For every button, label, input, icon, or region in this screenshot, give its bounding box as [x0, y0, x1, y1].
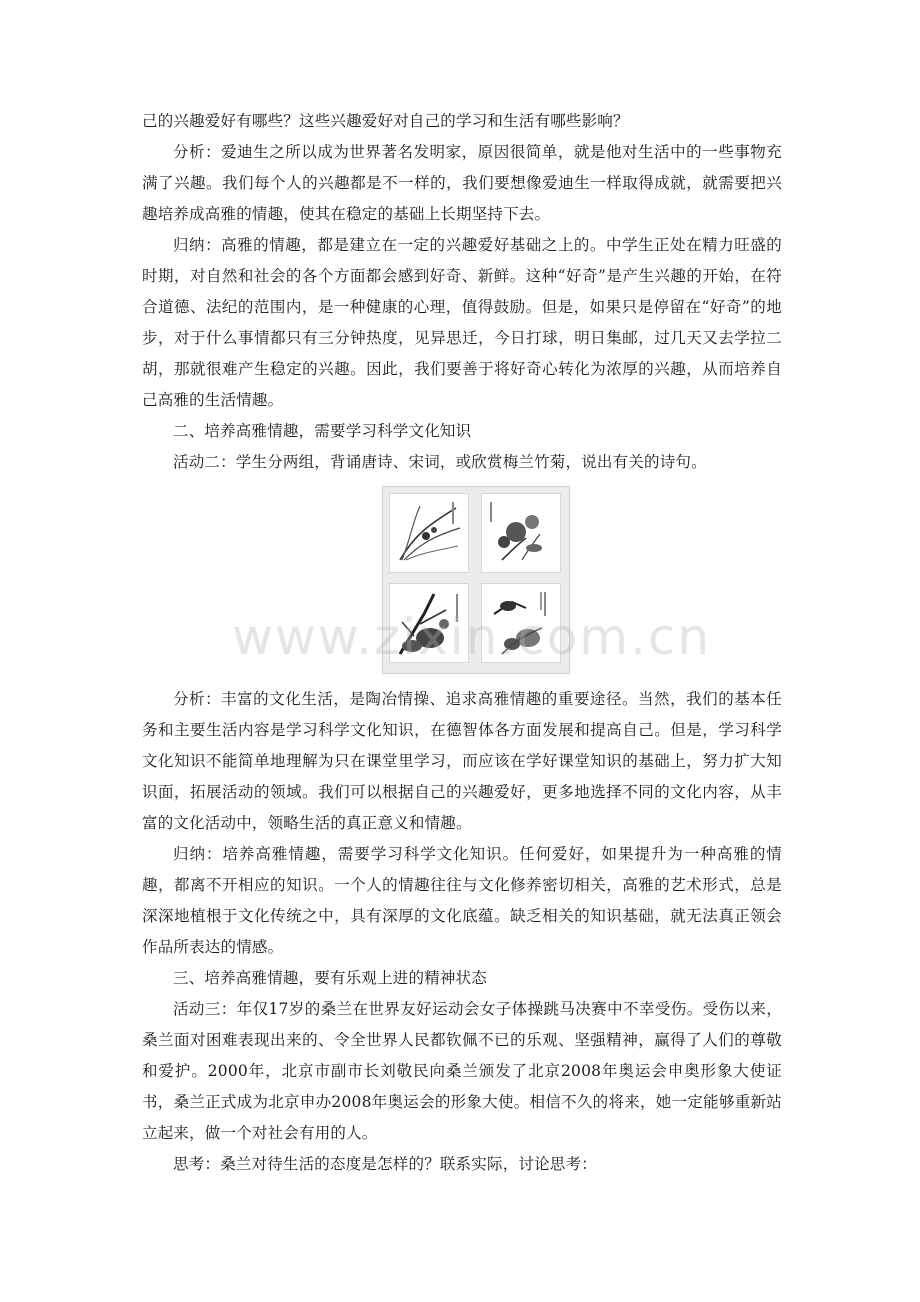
paragraph-continuation: 己的兴趣爱好有哪些？这些兴趣爱好对自己的学习和生活有哪些影响？	[142, 112, 629, 130]
paragraph-summary-2: 归纳：培养高雅情趣，需要学习科学文化知识。任何爱好，如果提升为一种高雅的情趣，都离不开相应的知识。一个人的情趣往往与文化修养密切相关，高雅的艺术形式，总是深深地植根于文化传统之中，具有深厚的文化底蕴。缺乏相关的知识基础，就无法真正领会作品所表达的情感。	[142, 845, 782, 956]
bamboo-plum-painting-icon	[389, 583, 469, 663]
watermark: www.zixin.com.cn	[232, 608, 712, 666]
paragraph-activity-3: 活动三：年仅17岁的桑兰在世界友好运动会女子体操跳马决赛中不幸受伤。受伤以来，桑兰面对困难表现出来的、令全世界人民都钦佩不已的乐观、坚强精神，赢得了人们的尊敬和爱护。2000年，北京市副市长刘敬民向桑兰颁发了北京2008年奥运会申奥形象大使证书，桑兰正式成为北京申办2008年奥运会的形象大使。相信不久的将来，她一定能够重新站立起来，做一个对社会有用的人。	[142, 1000, 782, 1142]
orchid-painting-icon	[389, 493, 469, 573]
ink-painting-figure	[382, 486, 570, 674]
section-heading-2: 二、培养高雅情趣，需要学习科学文化知识	[173, 422, 472, 440]
chrysanthemum-painting-icon	[481, 493, 561, 573]
paragraph-analysis-2: 分析：丰富的文化生活，是陶冶情操、追求高雅情趣的重要途径。当然，我们的基本任务和主要生活内容是学习科学文化知识，在德智体各方面发展和提高自己。但是，学习科学文化知识不能简单地理解为只在课堂里学习，而应该在学好课堂知识的基础上，努力扩大知识面，拓展活动的领域。我们可以根据自己的兴趣爱好，更多地选择不同的文化内容，从丰富的文化活动中，领略生活的真正意义和情趣。	[142, 690, 782, 832]
paragraph-activity-2: 活动二：学生分两组，背诵唐诗、宋词，或欣赏梅兰竹菊，说出有关的诗句。	[173, 453, 707, 471]
paragraph-think: 思考：桑兰对待生活的态度是怎样的？联系实际，讨论思考：	[173, 1155, 597, 1173]
flower-bird-painting-icon	[481, 583, 561, 663]
paragraph-analysis-1: 分析：爱迪生之所以成为世界著名发明家，原因很简单，就是他对生活中的一些事物充满了兴趣。我们每个人的兴趣都是不一样的，我们要想像爱迪生一样取得成就，就需要把兴趣培养成高雅的情趣，使其在稳定的基础上长期坚持下去。	[142, 143, 782, 223]
section-heading-3: 三、培养高雅情趣，要有乐观上进的精神状态	[173, 969, 488, 987]
document-body	[142, 106, 782, 1180]
paragraph-summary-1: 归纳：高雅的情趣，都是建立在一定的兴趣爱好基础之上的。中学生正处在精力旺盛的时期，对自然和社会的各个方面都会感到好奇、新鲜。这种“好奇”是产生兴趣的开始，在符合道德、法纪的范围内，是一种健康的心理，值得鼓励。但是，如果只是停留在“好奇”的地步，对于什么事情都只有三分钟热度，见异思迁，今日打球，明日集邮，过几天又去学拉二胡，那就很难产生稳定的兴趣。因此，我们要善于将好奇心转化为浓厚的兴趣，从而培养自己高雅的生活情趣。	[142, 236, 782, 409]
